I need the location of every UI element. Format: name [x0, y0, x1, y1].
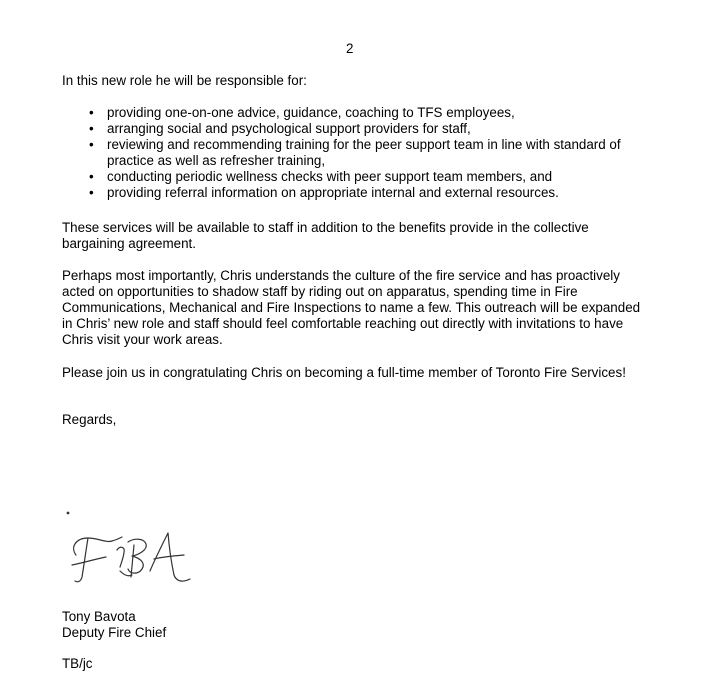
- handwritten-signature: [62, 505, 202, 595]
- list-item-text: providing referral information on appropriate internal and external resources.: [107, 185, 559, 200]
- bullet-icon: •: [89, 105, 94, 120]
- responsibilities-list: [62, 105, 652, 201]
- intro-text: In this new role he will be responsible for:: [62, 73, 307, 88]
- congratulations-paragraph: Please join us in congratulating Chris on becoming a full-time member of Toronto Fire Services!: [62, 365, 626, 380]
- bullet-icon: •: [89, 121, 94, 136]
- list-item: [62, 121, 652, 137]
- bullet-icon: •: [89, 169, 94, 184]
- reference-initials: TB/jc: [62, 656, 93, 671]
- bullet-icon: •: [89, 137, 94, 152]
- list-item-text: conducting periodic wellness checks with peer support team members, and: [107, 169, 553, 184]
- services-paragraph: These services will be available to staff in addition to the benefits provide in the collective bargaining agreement.: [62, 220, 589, 251]
- closing-text: Regards,: [62, 412, 117, 427]
- bullet-icon: •: [89, 185, 94, 200]
- list-item-text: reviewing and recommending training for the peer support team in line with standard of practice as well as refresher training,: [107, 137, 621, 168]
- signatory-name: Tony Bavota: [62, 609, 136, 624]
- culture-paragraph: Perhaps most importantly, Chris understands the culture of the fire service and has proactively acted on opportunities to shadow staff by riding out on apparatus, spending time in Fire Communications, Mechanical and Fire Inspections to name a few. This outreach will be expanded in Chris’ new role and staff should feel comfortable reaching out directly with invitations to have Chris visit your work areas.: [62, 268, 641, 347]
- list-item: [62, 105, 652, 121]
- list-item: [62, 169, 652, 185]
- signatory-title: Deputy Fire Chief: [62, 625, 167, 640]
- list-item-text: arranging social and psychological support providers for staff,: [107, 121, 471, 136]
- list-item: [62, 185, 652, 201]
- list-item-text: providing one-on-one advice, guidance, coaching to TFS employees,: [107, 105, 515, 120]
- page-number: 2: [346, 41, 354, 56]
- list-item: [62, 137, 652, 169]
